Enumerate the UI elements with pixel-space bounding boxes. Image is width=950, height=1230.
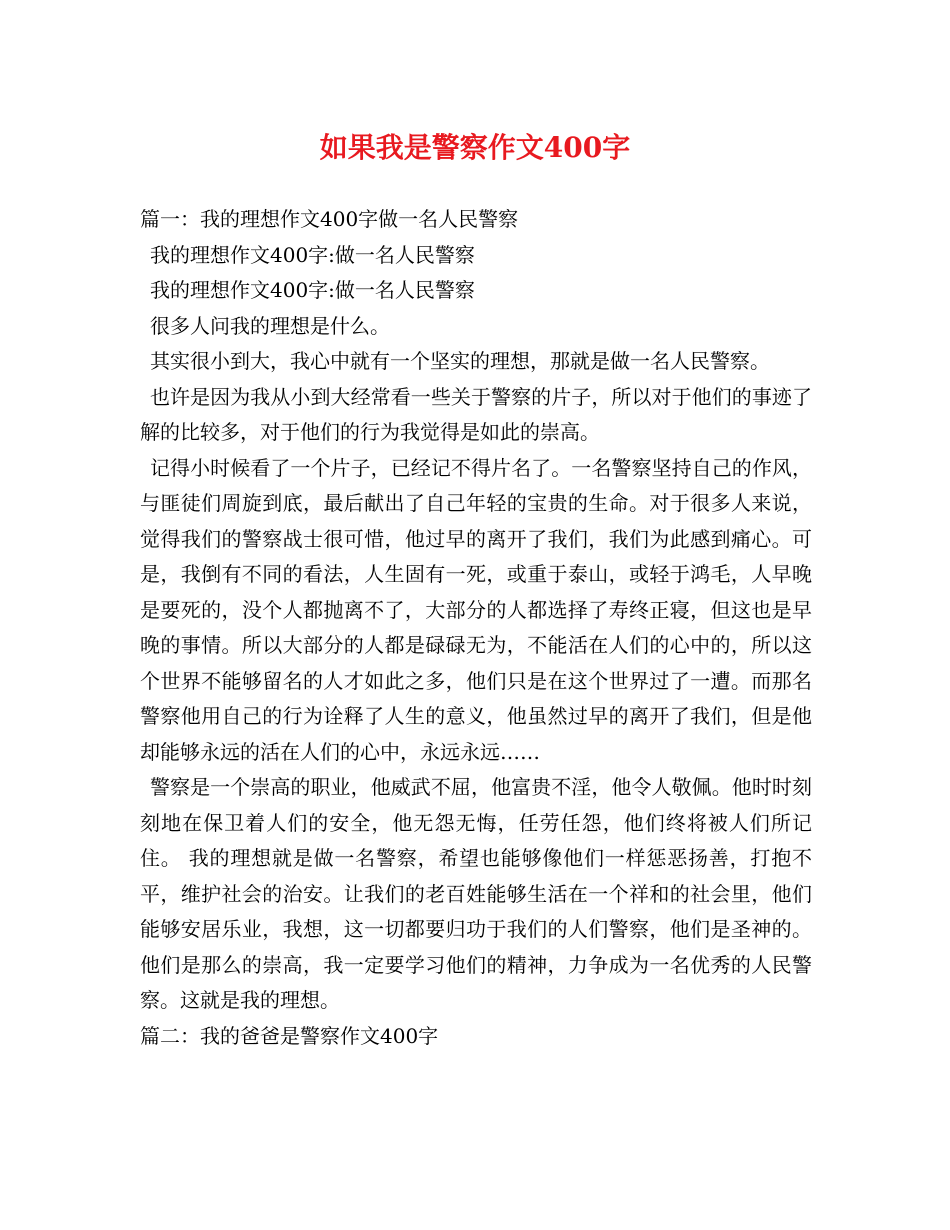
section-heading-1: 篇一：我的理想作文400字做一名人民警察 xyxy=(140,207,519,231)
section-heading-2: 篇二：我的爸爸是警察作文400字 xyxy=(140,1023,439,1048)
paragraph: 也许是因为我从小到大经常看一些关于警察的片子，所以对于他们的事迹了解的比较多，对于他们的行为我觉得是如此的崇高。 xyxy=(140,384,812,444)
paragraph: 警察是一个崇高的职业，他威武不屈，他富贵不淫，他令人敬佩。他时时刻刻地在保卫着人们的安全，他无怨无悔，任劳任怨，他们终将被人们所记住。 我的理想就是做一名警察，希望也能够像他们一样惩恶扬善，打抱不平，维护社会的治安。让我们的老百姓能够生活在一个祥和的社会里，他们能够安居乐业，我想，这一切都要归功于我们的人们警察，他们是圣神的。他们是那么的崇高，我一定要学习他们的精神，力争成为一名优秀的人民警察。这就是我的理想。 xyxy=(140,775,812,1012)
document-body xyxy=(140,202,812,1054)
document-title: 如果我是警察作文400字 xyxy=(319,131,631,164)
paragraph: 记得小时候看了一个片子，已经记不得片名了。一名警察坚持自己的作风，与匪徒们周旋到底，最后献出了自己年轻的宝贵的生命。对于很多人来说，觉得我们的警察战士很可惜，他过早的离开了我们，我们为此感到痛心。可是，我倒有不同的看法，人生固有一死，或重于泰山，或轻于鸿毛，人早晚是要死的，没个人都抛离不了，大部分的人都选择了寿终正寝，但这也是早晚的事情。所以大部分的人都是碌碌无为，不能活在人们的心中的，所以这个世界不能够留名的人才如此之多，他们只是在这个世界过了一遭。而那名警察他用自己的行为诠释了人生的意义，他虽然过早的离开了我们，但是他却能够永远的活在人们的心中，永远永远…… xyxy=(140,455,812,764)
paragraph: 我的理想作文400字:做一名人民警察 xyxy=(150,242,475,267)
paragraph: 很多人问我的理想是什么。 xyxy=(150,313,390,338)
paragraph: 我的理想作文400字:做一名人民警察 xyxy=(150,278,475,302)
paragraph: 其实很小到大，我心中就有一个坚实的理想，那就是做一名人民警察。 xyxy=(150,349,770,373)
